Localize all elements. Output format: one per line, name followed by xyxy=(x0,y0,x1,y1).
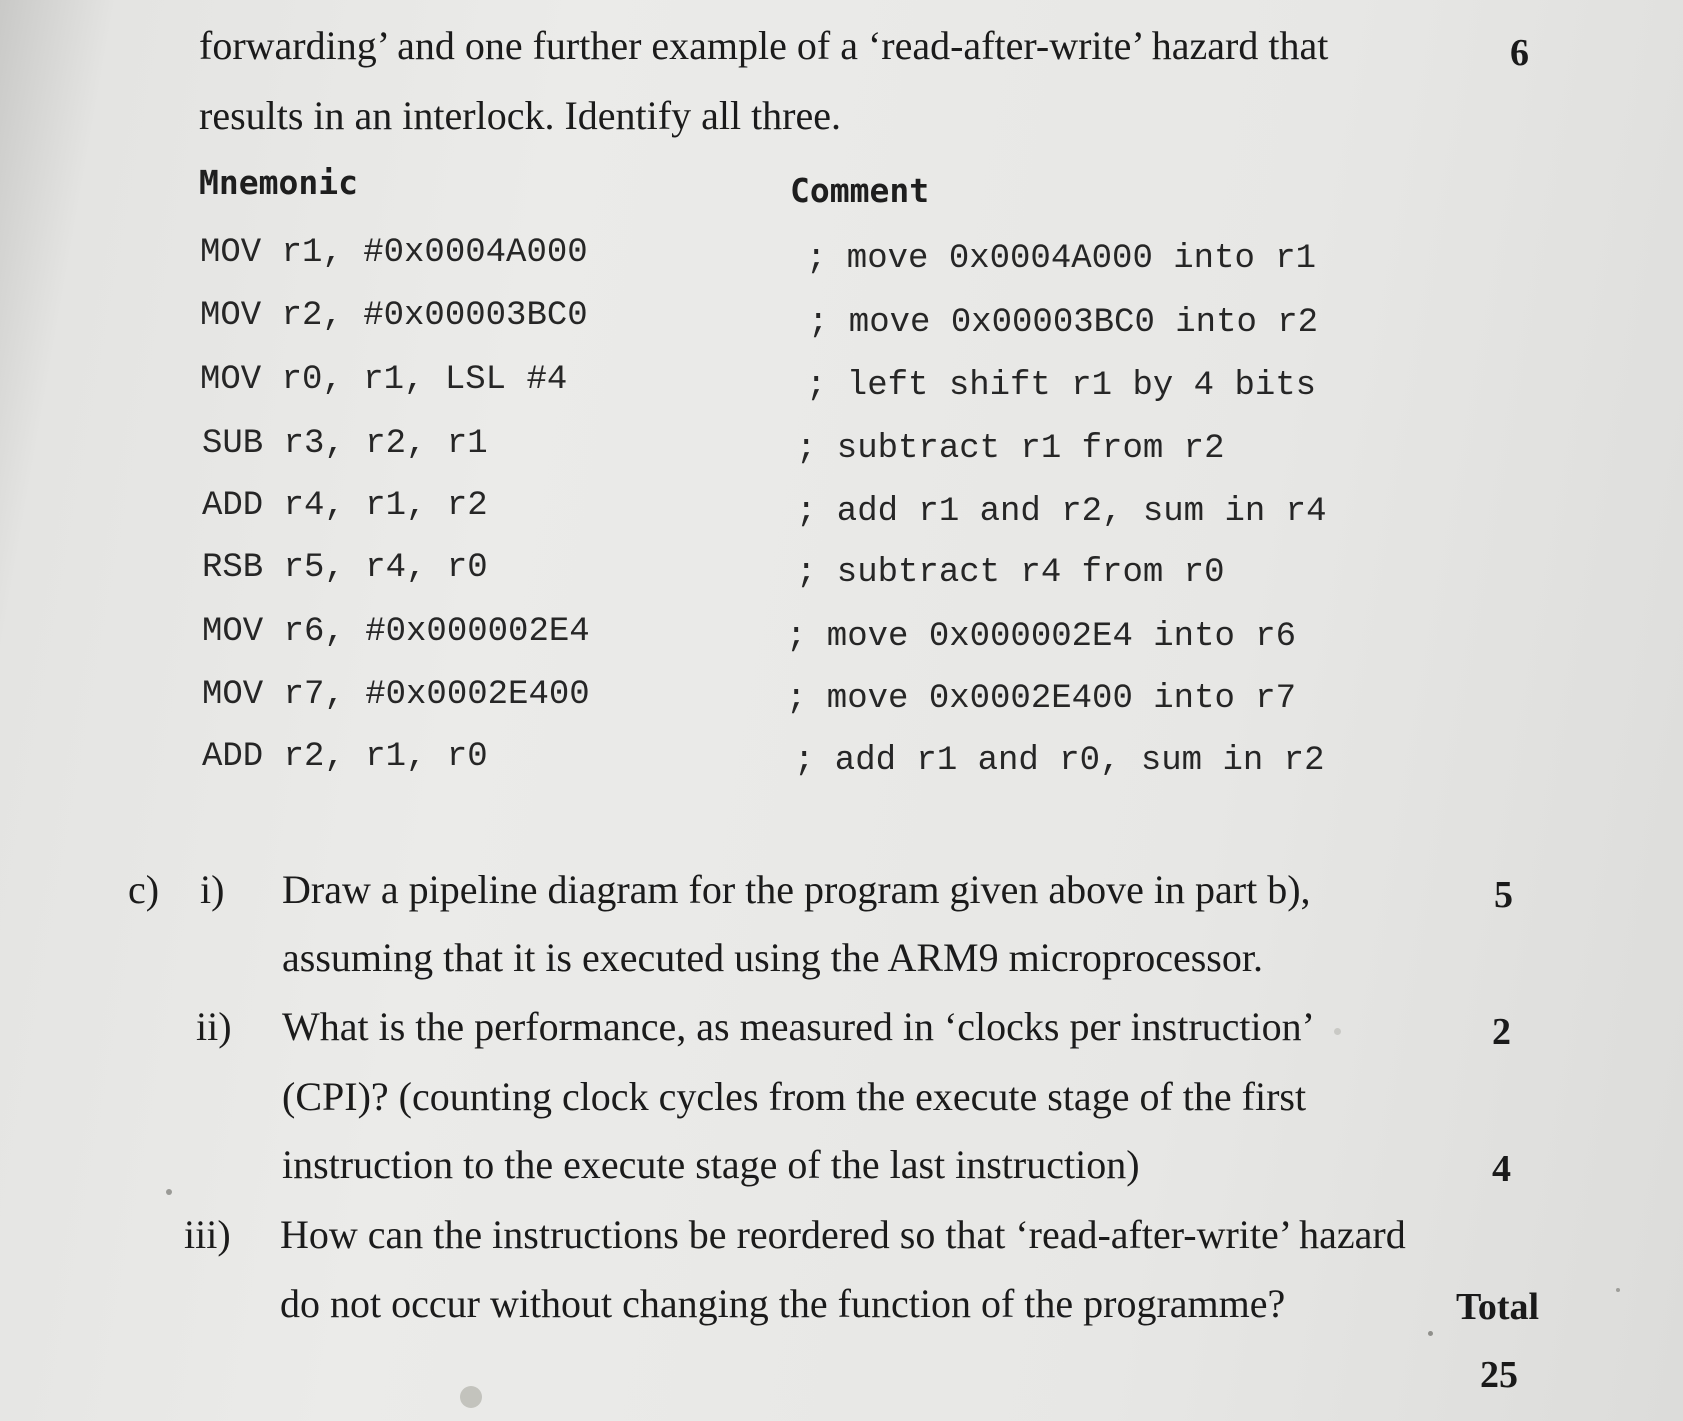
question-ii-label: ii) xyxy=(196,1004,232,1049)
comment-row-4: ; subtract r1 from r2 xyxy=(796,430,1225,468)
comment-row-9: ; add r1 and r0, sum in r2 xyxy=(794,742,1325,780)
question-i-line-1: Draw a pipeline diagram for the program given above in part b), xyxy=(282,867,1311,912)
mnemonic-row-6: RSB r5, r4, r0 xyxy=(202,549,488,587)
question-iii-line-2: do not occur without changing the function of the programme? xyxy=(280,1281,1286,1326)
mnemonic-row-5: ADD r4, r1, r2 xyxy=(202,487,488,525)
mnemonic-row-4: SUB r3, r2, r1 xyxy=(202,425,488,463)
intro-marks: 6 xyxy=(1510,32,1529,74)
question-iii-marks: 4 xyxy=(1492,1148,1511,1190)
intro-line-1: forwarding’ and one further example of a ‘read-after-write’ hazard that xyxy=(199,23,1329,68)
question-i-label: i) xyxy=(200,867,225,912)
paper-speck xyxy=(1616,1288,1620,1292)
mnemonic-row-1: MOV r1, #0x0004A000 xyxy=(200,234,588,272)
comment-row-2: ; move 0x00003BC0 into r2 xyxy=(808,304,1319,342)
total-value: 25 xyxy=(1480,1354,1518,1396)
paper-speck xyxy=(166,1189,172,1195)
question-ii-line-2: (CPI)? (counting clock cycles from the execute stage of the first xyxy=(282,1074,1307,1119)
mnemonic-row-8: MOV r7, #0x0002E400 xyxy=(202,676,590,714)
question-i-line-2: assuming that it is executed using the ARM9 microprocessor. xyxy=(282,935,1263,980)
intro-line-2: results in an interlock. Identify all three. xyxy=(199,93,842,138)
mnemonic-row-2: MOV r2, #0x00003BC0 xyxy=(200,297,588,335)
comment-row-8: ; move 0x0002E400 into r7 xyxy=(786,680,1297,718)
total-label: Total xyxy=(1456,1286,1540,1328)
question-ii-line-3: instruction to the execute stage of the last instruction) xyxy=(282,1142,1140,1187)
comment-row-1: ; move 0x0004A000 into r1 xyxy=(806,240,1317,278)
comment-row-7: ; move 0x000002E4 into r6 xyxy=(786,618,1297,656)
question-iii-label: iii) xyxy=(184,1212,231,1257)
mnemonic-row-9: ADD r2, r1, r0 xyxy=(202,738,488,776)
mnemonic-row-7: MOV r6, #0x000002E4 xyxy=(202,613,590,651)
question-iii-line-1: How can the instructions be reordered so that ‘read-after-write’ hazard xyxy=(280,1212,1406,1257)
paper-speck xyxy=(1334,1028,1341,1035)
comment-row-3: ; left shift r1 by 4 bits xyxy=(806,367,1317,405)
comment-row-6: ; subtract r4 from r0 xyxy=(796,554,1225,592)
question-ii-line-1: What is the performance, as measured in ‘clocks per instruction’ xyxy=(282,1004,1315,1049)
mnemonic-row-3: MOV r0, r1, LSL #4 xyxy=(200,361,568,399)
paper-speck xyxy=(1428,1331,1433,1336)
mnemonic-header: Mnemonic xyxy=(199,163,358,202)
comment-row-5: ; add r1 and r2, sum in r4 xyxy=(796,493,1327,531)
question-ii-marks: 2 xyxy=(1492,1011,1511,1053)
question-i-marks: 5 xyxy=(1494,874,1513,916)
paper-speck xyxy=(460,1386,482,1408)
part-c-label: c) xyxy=(128,867,160,912)
comment-header: Comment xyxy=(790,171,930,210)
